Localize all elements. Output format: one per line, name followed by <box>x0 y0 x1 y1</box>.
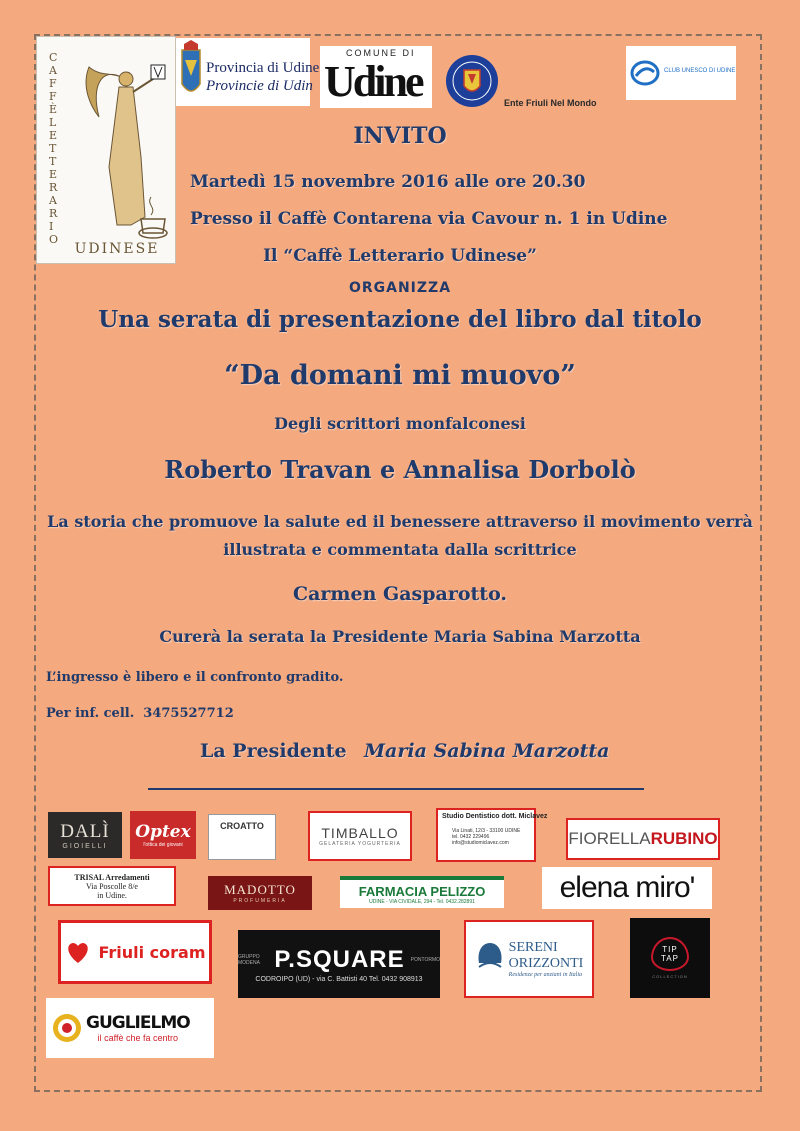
madotto-sub: PROFUMERIA <box>233 898 287 904</box>
provincia-crest-icon <box>178 40 204 102</box>
optex-sub: l'ottica dei giovani <box>143 842 183 848</box>
psquare-right: PONTORMO <box>410 956 440 963</box>
organizza-label: ORGANIZZA <box>348 280 452 296</box>
tiptap-heart-icon <box>651 937 689 971</box>
description-line1: La storia che promuove la salute ed il benessere attraverso il movimento verrà <box>47 512 753 531</box>
psquare-name: P.SQUARE <box>274 945 405 973</box>
comune-udine-logo <box>320 46 432 108</box>
unesco-club-logo <box>626 46 736 100</box>
provincia-line2: Provincie di Udin <box>206 78 313 94</box>
sponsor-studio-dentistico <box>436 808 548 862</box>
sereni-orizzonti-emblem-icon <box>475 939 505 979</box>
description-line2: illustrata e commentata dalla scrittrice <box>223 540 577 559</box>
sponsor-guglielmo <box>46 998 214 1058</box>
sereni-name2: ORIZZONTI <box>508 956 584 971</box>
psquare-left: GRUPPO MODENA <box>238 953 260 966</box>
unesco-swirl-icon <box>630 60 660 86</box>
angel-icon <box>71 47 171 247</box>
entry-note: L’ingresso è libero e il confronto gradito. <box>46 670 344 685</box>
caffe-logo-vertical-text: CAFFÈ LETTERARIO <box>49 51 60 246</box>
trisal-line1: Via Poscolle 8/e <box>86 881 138 891</box>
timballo-name: TIMBALLO <box>321 825 399 841</box>
friuli-coram-heart-icon <box>64 938 92 966</box>
event-date: Martedì 15 novembre 2016 alle ore 20.30 <box>190 172 586 192</box>
unesco-label: CLUB UNESCO DI UDINE <box>664 68 736 74</box>
provincia-line1: Provincia di Udine <box>206 60 320 76</box>
optex-name: Optex <box>135 822 191 842</box>
friuli-nel-mondo-globe-icon <box>444 54 500 108</box>
sereni-sub: Residenze per anziani in Italia <box>508 972 582 978</box>
signature-name: Maria Sabina Marzotta <box>364 740 610 762</box>
signature-divider <box>148 788 644 790</box>
elena-name: elena miro' <box>559 871 695 904</box>
madotto-name: MADOTTO <box>224 882 296 897</box>
studio-name: Studio Dentistico dott. Miclavez <box>442 813 548 820</box>
host-line: Curerà la serata la Presidente Maria Sabina Marzotta <box>159 627 641 646</box>
signature-label: La Presidente <box>200 740 347 762</box>
tiptap-sub: COLLECTION <box>652 974 688 979</box>
timballo-sub: GELATERIA YOGURTERIA <box>319 841 401 847</box>
sponsor-tiptap <box>630 918 710 998</box>
fiorella-name2: RUBINO <box>650 829 718 848</box>
pelizzo-sub: UDINE - VIA CIVIDALE, 294 - Tel. 0432.282891 <box>369 898 475 905</box>
sponsor-elena-miro <box>542 867 712 909</box>
tiptap-name1: TIP <box>662 945 678 954</box>
organizer-name: Il “Caffè Letterario Udinese” <box>263 246 537 266</box>
guglielmo-sub: il caffè che fa centro <box>97 1033 179 1043</box>
trisal-name: TRISAL Arredamenti <box>74 872 150 882</box>
sponsor-sereni-orizzonti <box>464 920 594 998</box>
guglielmo-target-icon <box>52 1013 82 1043</box>
sponsor-timballo <box>308 811 412 861</box>
sponsor-croatto <box>208 814 276 860</box>
info-phone: Per inf. cell. 3475527712 <box>46 706 234 721</box>
friuli-nel-mondo-logo <box>444 54 500 108</box>
studio-line1: Via Linati, 12/3 - 33100 UDINE <box>452 828 521 834</box>
studio-line3: info@studiomiclavez.com <box>452 840 509 846</box>
sponsor-optex <box>130 811 196 859</box>
psquare-sub: CODROIPO (UD) - via C. Battisti 40 Tel. 0432 908913 <box>255 975 423 983</box>
croatto-name: CROATTO <box>220 821 264 831</box>
event-venue: Presso il Caffè Contarena via Cavour n. 1 in Udine <box>190 209 668 229</box>
provincia-udine-logo <box>176 38 320 106</box>
sponsor-psquare <box>238 930 440 998</box>
sponsor-friuli-coram <box>58 920 212 984</box>
friuli-coram-name: Friuli coram <box>98 942 206 962</box>
studio-line2: tel. 0432 229496 <box>452 834 490 840</box>
caffe-letterario-logo <box>36 36 176 264</box>
trisal-line2: in Udine. <box>97 890 127 900</box>
sereni-name1: SERENI <box>508 940 558 955</box>
book-title: “Da domani mi muovo” <box>224 360 576 391</box>
tiptap-name2: TAP <box>661 954 679 963</box>
comune-line2: Udine <box>324 57 422 106</box>
fiorella-name1: FIORELLA <box>568 829 651 848</box>
dali-name: DALÌ <box>60 820 110 842</box>
commentator-name: Carmen Gasparotto. <box>292 583 508 605</box>
pelizzo-name: FARMACIA PELIZZO <box>358 883 486 899</box>
guglielmo-name: GUGLIELMO <box>86 1013 190 1033</box>
sponsor-dali <box>48 812 122 858</box>
authors-names: Roberto Travan e Annalisa Dorbolò <box>164 455 636 484</box>
sponsor-farmacia-pelizzo <box>340 876 504 908</box>
sponsor-trisal <box>48 866 176 906</box>
friuli-nel-mondo-label: Ente Friuli Nel Mondo <box>504 98 597 108</box>
authors-intro: Degli scrittori monfalconesi <box>274 414 526 433</box>
comune-line1: COMUNE DI <box>346 48 416 58</box>
dali-sub: GIOIELLI <box>62 842 108 850</box>
sponsor-fiorella-rubino <box>566 818 720 860</box>
caffe-logo-bottom-text: UDINESE <box>74 241 160 257</box>
invite-title: INVITO <box>353 123 447 149</box>
event-line: Una serata di presentazione del libro dal titolo <box>98 306 702 333</box>
sponsor-madotto <box>208 876 312 910</box>
